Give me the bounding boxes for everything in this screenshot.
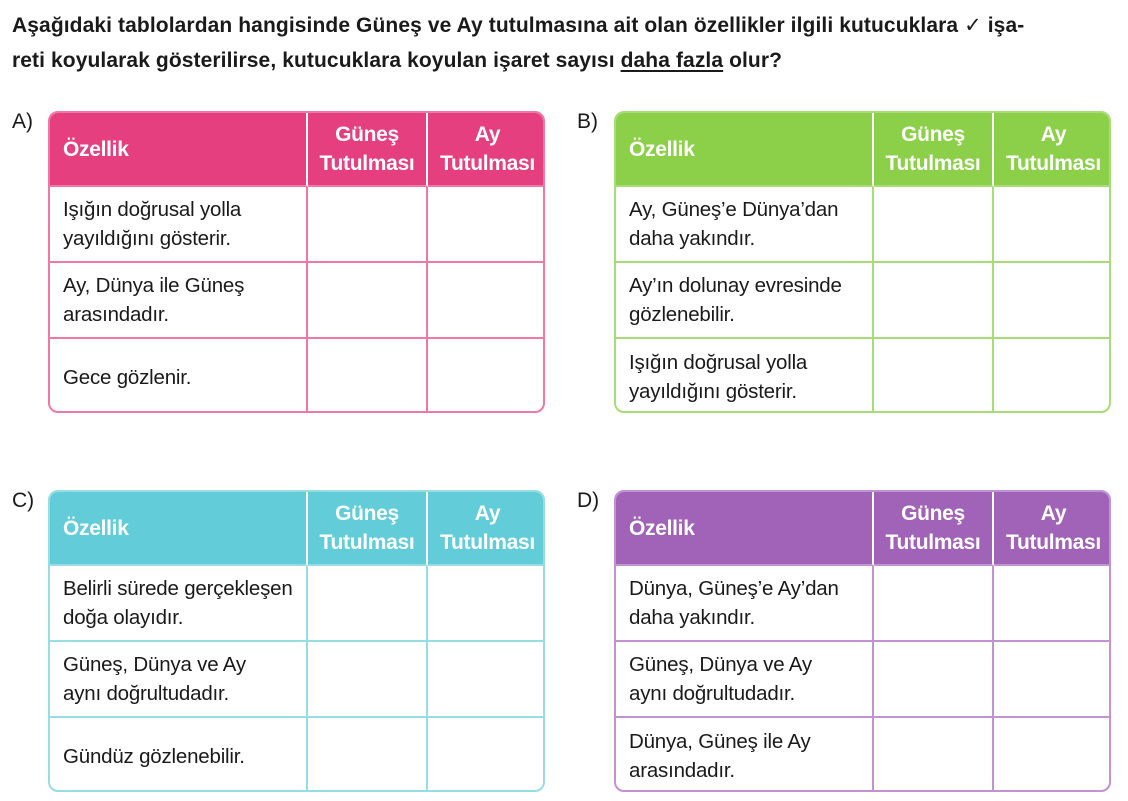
feature-cell — [616, 339, 874, 413]
lunar-checkbox[interactable] — [994, 718, 1111, 792]
option-d-table — [614, 490, 1111, 792]
header-lunar-eclipse-text: Ay Tutulması — [440, 123, 535, 175]
question-part-2: reti koyularak gösterilirse, kutucuklara koyulan işaret sayısı — [12, 49, 621, 72]
feature-cell — [50, 263, 308, 339]
solar-checkbox[interactable] — [874, 566, 994, 642]
header-lunar-eclipse — [994, 113, 1111, 187]
header-feature-text: Özellik — [63, 516, 129, 540]
solar-checkbox[interactable] — [874, 263, 994, 339]
option-letter-c: C) — [12, 489, 35, 512]
lunar-checkbox[interactable] — [428, 339, 545, 413]
solar-checkbox[interactable] — [308, 566, 428, 642]
option-letter-a: A) — [12, 110, 33, 133]
question-part-1: Aşağıdaki tablolardan hangisinde Güneş ve Ay tutulmasına ait olan özellikler ilgili kutucuklara ✓ işa- — [12, 14, 1025, 37]
feature-cell — [616, 566, 874, 642]
solar-checkbox[interactable] — [308, 642, 428, 718]
feature-cell — [616, 263, 874, 339]
header-solar-eclipse-text: Güneş Tutulması — [885, 502, 981, 554]
feature-cell — [50, 339, 308, 413]
lunar-checkbox[interactable] — [994, 566, 1111, 642]
header-feature — [616, 492, 874, 566]
feature-cell-text: Dünya, Güneş’e Ay’dan daha yakındır. — [629, 577, 839, 629]
lunar-checkbox[interactable] — [428, 566, 545, 642]
header-solar-eclipse — [874, 113, 994, 187]
feature-cell-text: Işığın doğrusal yolla yayıldığını gösterir. — [63, 198, 242, 250]
feature-cell — [50, 187, 308, 263]
header-solar-eclipse — [308, 113, 428, 187]
feature-cell-text: Belirli sürede gerçekleşen doğa olayıdır. — [63, 577, 293, 629]
feature-cell-text: Güneş, Dünya ve Ay aynı doğrultudadır. — [63, 653, 246, 705]
question-text — [12, 8, 1112, 78]
feature-cell-text: Ay, Dünya ile Güneş arasındadır. — [63, 274, 245, 326]
feature-cell-text: Dünya, Güneş ile Ay arasındadır. — [629, 730, 811, 782]
header-solar-eclipse — [874, 492, 994, 566]
feature-cell-text: Gece gözlenir. — [63, 365, 192, 389]
header-feature — [616, 113, 874, 187]
solar-checkbox[interactable] — [308, 187, 428, 263]
feature-cell-text: Işığın doğrusal yolla yayıldığını gösterir. — [629, 351, 808, 403]
solar-checkbox[interactable] — [308, 263, 428, 339]
header-lunar-eclipse — [994, 492, 1111, 566]
feature-cell — [616, 642, 874, 718]
solar-checkbox[interactable] — [308, 718, 428, 792]
lunar-checkbox[interactable] — [428, 187, 545, 263]
lunar-checkbox[interactable] — [428, 642, 545, 718]
solar-checkbox[interactable] — [874, 718, 994, 792]
header-feature — [50, 492, 308, 566]
header-feature-text: Özellik — [629, 516, 695, 540]
feature-cell — [616, 718, 874, 792]
solar-checkbox[interactable] — [874, 187, 994, 263]
header-solar-eclipse-text: Güneş Tutulması — [885, 123, 981, 175]
header-lunar-eclipse — [428, 113, 545, 187]
solar-checkbox[interactable] — [874, 642, 994, 718]
feature-cell — [616, 187, 874, 263]
option-letter-b: B) — [577, 110, 598, 133]
feature-cell — [50, 566, 308, 642]
lunar-checkbox[interactable] — [994, 263, 1111, 339]
question-emphasis: daha fazla — [620, 49, 724, 72]
header-feature-text: Özellik — [629, 137, 695, 161]
lunar-checkbox[interactable] — [428, 718, 545, 792]
header-lunar-eclipse — [428, 492, 545, 566]
header-feature-text: Özellik — [63, 137, 129, 161]
solar-checkbox[interactable] — [874, 339, 994, 413]
feature-cell-text: Güneş, Dünya ve Ay aynı doğrultudadır. — [629, 653, 812, 705]
lunar-checkbox[interactable] — [994, 187, 1111, 263]
lunar-checkbox[interactable] — [994, 642, 1111, 718]
lunar-checkbox[interactable] — [428, 263, 545, 339]
solar-checkbox[interactable] — [308, 339, 428, 413]
feature-cell — [50, 642, 308, 718]
header-solar-eclipse-text: Güneş Tutulması — [319, 502, 415, 554]
header-solar-eclipse-text: Güneş Tutulması — [319, 123, 415, 175]
header-lunar-eclipse-text: Ay Tutulması — [1006, 502, 1101, 554]
feature-cell — [50, 718, 308, 792]
feature-cell-text: Ay’ın dolunay evresinde gözlenebilir. — [629, 274, 842, 326]
header-lunar-eclipse-text: Ay Tutulması — [440, 502, 535, 554]
header-solar-eclipse — [308, 492, 428, 566]
option-b-table — [614, 111, 1111, 413]
feature-cell-text: Gündüz gözlenebilir. — [63, 744, 245, 768]
header-feature — [50, 113, 308, 187]
feature-cell-text: Ay, Güneş’e Dünya’dan daha yakındır. — [629, 198, 839, 250]
question-part-3: olur? — [723, 49, 783, 72]
header-lunar-eclipse-text: Ay Tutulması — [1006, 123, 1101, 175]
option-c-table — [48, 490, 545, 792]
option-a-table — [48, 111, 545, 413]
lunar-checkbox[interactable] — [994, 339, 1111, 413]
option-letter-d: D) — [577, 489, 600, 512]
